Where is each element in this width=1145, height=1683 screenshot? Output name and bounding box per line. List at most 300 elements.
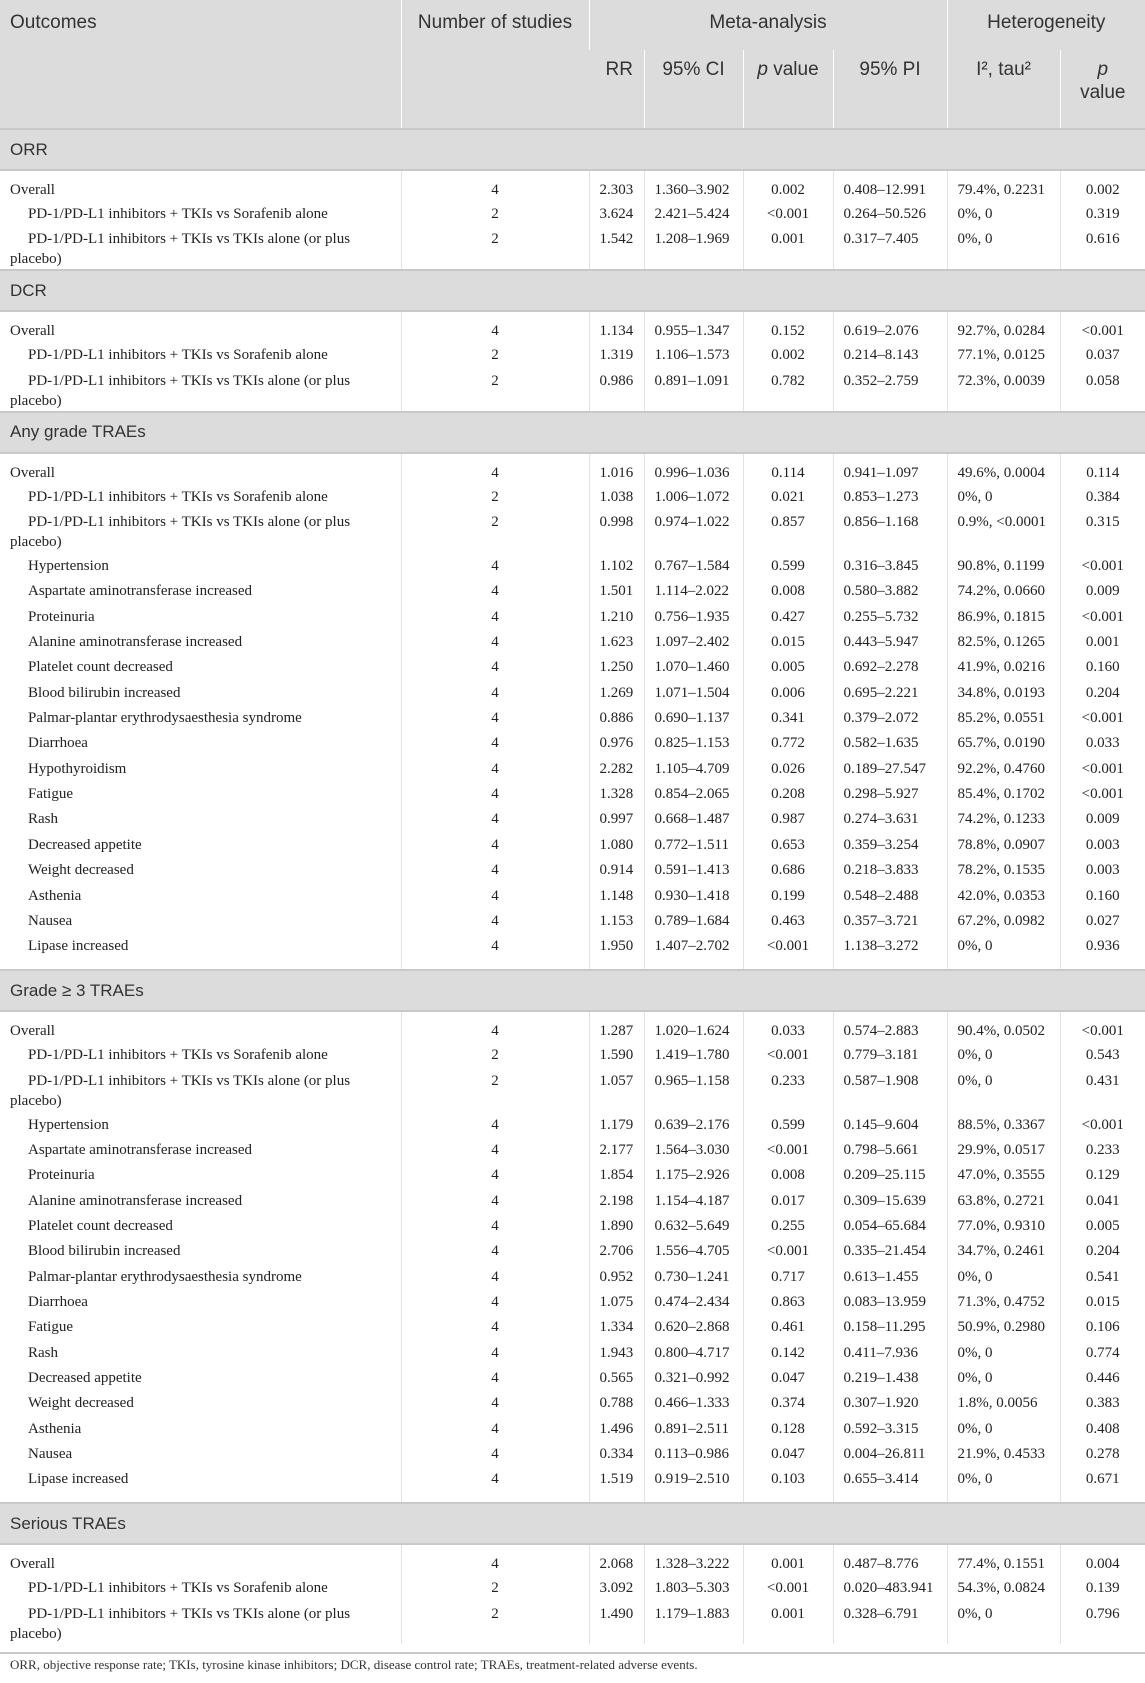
table-row	[0, 1343, 1145, 1368]
table-row	[0, 170, 1145, 204]
study-count: 4	[401, 1191, 589, 1216]
ci-value: 1.179–1.883	[644, 1604, 743, 1644]
table-row	[0, 683, 1145, 708]
ci-value: 0.632–5.649	[644, 1216, 743, 1241]
heterogeneity-p-value: <0.001	[1060, 1115, 1145, 1140]
pi-value: 0.613–1.455	[833, 1267, 947, 1292]
header-rr: RR	[589, 50, 644, 129]
ci-value: 0.974–1.022	[644, 512, 743, 556]
outcome-label: PD-1/PD-L1 inhibitors + TKIs vs TKIs alone (or plus placebo)	[10, 514, 351, 551]
i2-tau2-value: 86.9%, 0.1815	[947, 607, 1060, 632]
ci-value: 1.106–1.573	[644, 345, 743, 370]
table-row	[0, 1165, 1145, 1190]
ci-value: 1.407–2.702	[644, 936, 743, 970]
outcome-label: Lipase increased	[28, 1471, 129, 1488]
rr-value: 0.788	[589, 1393, 644, 1418]
p-value: 0.782	[743, 371, 833, 412]
i2-tau2-value: 77.4%, 0.1551	[947, 1544, 1060, 1578]
table-row	[0, 809, 1145, 834]
heterogeneity-p-value: 0.009	[1060, 809, 1145, 834]
study-count: 4	[401, 911, 589, 936]
ci-value: 1.803–5.303	[644, 1578, 743, 1603]
section-header-row	[0, 129, 1145, 170]
header-number-of-studies: Number of studies	[401, 0, 589, 129]
outcome-label: Hypertension	[28, 1116, 109, 1133]
rr-value: 1.943	[589, 1343, 644, 1368]
i2-tau2-value: 77.1%, 0.0125	[947, 345, 1060, 370]
i2-tau2-value: 90.4%, 0.0502	[947, 1011, 1060, 1045]
pi-value: 0.379–2.072	[833, 708, 947, 733]
rr-value: 1.134	[589, 311, 644, 345]
header-het-p-value	[1060, 50, 1145, 129]
pi-value: 0.487–8.776	[833, 1544, 947, 1578]
ci-value: 0.965–1.158	[644, 1071, 743, 1115]
p-value: 0.103	[743, 1469, 833, 1503]
outcome-label: PD-1/PD-L1 inhibitors + TKIs vs Sorafenib alone	[28, 1047, 328, 1064]
rr-value: 1.623	[589, 632, 644, 657]
pi-value: 0.580–3.882	[833, 581, 947, 606]
study-count: 4	[401, 1544, 589, 1578]
ci-value: 1.419–1.780	[644, 1045, 743, 1070]
section-title: ORR	[0, 129, 1145, 170]
table-row	[0, 1578, 1145, 1603]
study-count: 4	[401, 1343, 589, 1368]
i2-tau2-value: 0%, 0	[947, 1419, 1060, 1444]
study-count: 4	[401, 759, 589, 784]
outcome-label: PD-1/PD-L1 inhibitors + TKIs vs Sorafenib alone	[28, 347, 328, 364]
pi-value: 0.020–483.941	[833, 1578, 947, 1603]
ci-value: 1.556–4.705	[644, 1241, 743, 1266]
outcome-label: Overall	[10, 1556, 55, 1573]
outcome-label: Alanine aminotransferase increased	[28, 1192, 243, 1209]
study-count: 4	[401, 632, 589, 657]
table-row	[0, 1292, 1145, 1317]
p-value: 0.255	[743, 1216, 833, 1241]
rr-value: 1.057	[589, 1071, 644, 1115]
study-count: 2	[401, 345, 589, 370]
rr-value: 0.976	[589, 733, 644, 758]
p-value: 0.142	[743, 1343, 833, 1368]
pi-value: 0.619–2.076	[833, 311, 947, 345]
table-row	[0, 1419, 1145, 1444]
header-i2-tau2: I², tau²	[947, 50, 1060, 129]
outcome-label: Palmar-plantar erythrodysaesthesia syndrome	[28, 710, 302, 727]
header-meta-analysis: Meta-analysis	[589, 0, 947, 50]
rr-value: 1.490	[589, 1604, 644, 1644]
outcome-label: Nausea	[28, 912, 73, 929]
section-title: Serious TRAEs	[0, 1503, 1145, 1544]
pi-value: 0.158–11.295	[833, 1317, 947, 1342]
header-pi: 95% PI	[833, 50, 947, 129]
pi-value: 0.316–3.845	[833, 556, 947, 581]
study-count: 4	[401, 809, 589, 834]
heterogeneity-p-value: 0.139	[1060, 1578, 1145, 1603]
p-value: 0.026	[743, 759, 833, 784]
i2-tau2-value: 74.2%, 0.0660	[947, 581, 1060, 606]
study-count: 4	[401, 1292, 589, 1317]
i2-tau2-value: 34.7%, 0.2461	[947, 1241, 1060, 1266]
p-value: 0.033	[743, 1011, 833, 1045]
rr-value: 1.016	[589, 453, 644, 487]
outcome-label: Platelet count decreased	[28, 1217, 173, 1234]
table-row	[0, 204, 1145, 229]
study-count: 4	[401, 708, 589, 733]
p-value: 0.001	[743, 1544, 833, 1578]
rr-value: 0.998	[589, 512, 644, 556]
ci-value: 0.113–0.986	[644, 1444, 743, 1469]
table-row	[0, 1544, 1145, 1578]
pi-value: 1.138–3.272	[833, 936, 947, 970]
table-row	[0, 1191, 1145, 1216]
heterogeneity-p-value: 0.009	[1060, 581, 1145, 606]
heterogeneity-p-value: 0.774	[1060, 1343, 1145, 1368]
i2-tau2-value: 88.5%, 0.3367	[947, 1115, 1060, 1140]
study-count: 4	[401, 1444, 589, 1469]
i2-tau2-value: 0%, 0	[947, 1469, 1060, 1503]
outcome-label: Overall	[10, 182, 55, 198]
i2-tau2-value: 0%, 0	[947, 487, 1060, 512]
header-p-value	[743, 50, 833, 129]
study-count: 2	[401, 204, 589, 229]
pi-value: 0.357–3.721	[833, 911, 947, 936]
outcome-label: PD-1/PD-L1 inhibitors + TKIs vs Sorafenib alone	[28, 206, 328, 222]
i2-tau2-value: 78.8%, 0.0907	[947, 835, 1060, 860]
study-count: 4	[401, 581, 589, 606]
heterogeneity-p-value: 0.446	[1060, 1368, 1145, 1393]
i2-tau2-value: 47.0%, 0.3555	[947, 1165, 1060, 1190]
header-het-value-text: value	[1080, 82, 1126, 103]
outcome-label: Weight decreased	[28, 1395, 134, 1412]
table-row	[0, 556, 1145, 581]
p-value: 0.017	[743, 1191, 833, 1216]
outcome-label: PD-1/PD-L1 inhibitors + TKIs vs Sorafenib alone	[28, 488, 328, 505]
pi-value: 0.548–2.488	[833, 886, 947, 911]
heterogeneity-p-value: 0.541	[1060, 1267, 1145, 1292]
p-value: 0.152	[743, 311, 833, 345]
study-count: 4	[401, 1368, 589, 1393]
header-p-italic: p	[757, 59, 768, 80]
table-row	[0, 632, 1145, 657]
outcome-label: Fatigue	[28, 786, 73, 803]
study-count: 4	[401, 860, 589, 885]
heterogeneity-p-value: <0.001	[1060, 1011, 1145, 1045]
study-count: 4	[401, 936, 589, 970]
outcome-label: Decreased appetite	[28, 836, 142, 853]
ci-value: 1.564–3.030	[644, 1140, 743, 1165]
outcome-label: Weight decreased	[28, 862, 134, 879]
pi-value: 0.317–7.405	[833, 229, 947, 270]
study-count: 2	[401, 371, 589, 412]
ci-value: 0.474–2.434	[644, 1292, 743, 1317]
table-bottom-rule	[0, 1652, 1145, 1654]
p-value: 0.005	[743, 657, 833, 682]
study-count: 4	[401, 1267, 589, 1292]
table-row	[0, 607, 1145, 632]
i2-tau2-value: 50.9%, 0.2980	[947, 1317, 1060, 1342]
pi-value: 0.004–26.811	[833, 1444, 947, 1469]
p-value: 0.006	[743, 683, 833, 708]
heterogeneity-p-value: 0.204	[1060, 1241, 1145, 1266]
outcome-label: Overall	[10, 464, 55, 481]
heterogeneity-p-value: 0.160	[1060, 886, 1145, 911]
outcome-label: Rash	[28, 811, 58, 828]
i2-tau2-value: 0%, 0	[947, 1267, 1060, 1292]
i2-tau2-value: 67.2%, 0.0982	[947, 911, 1060, 936]
ci-value: 0.668–1.487	[644, 809, 743, 834]
table-row	[0, 1216, 1145, 1241]
heterogeneity-p-value: <0.001	[1060, 708, 1145, 733]
outcome-label: Diarrhoea	[28, 1293, 88, 1310]
p-value: 0.015	[743, 632, 833, 657]
rr-value: 1.501	[589, 581, 644, 606]
p-value: 0.021	[743, 487, 833, 512]
outcome-label: Fatigue	[28, 1319, 73, 1336]
heterogeneity-p-value: 0.037	[1060, 345, 1145, 370]
heterogeneity-p-value: <0.001	[1060, 311, 1145, 345]
p-value: 0.008	[743, 1165, 833, 1190]
rr-value: 2.177	[589, 1140, 644, 1165]
study-count: 4	[401, 657, 589, 682]
table-row	[0, 1011, 1145, 1045]
outcome-label: Asthenia	[28, 887, 82, 904]
pi-value: 0.298–5.927	[833, 784, 947, 809]
outcome-label: Blood bilirubin increased	[28, 1243, 181, 1260]
table-row	[0, 657, 1145, 682]
study-count: 4	[401, 683, 589, 708]
outcome-label: Overall	[10, 1023, 55, 1040]
study-count: 2	[401, 487, 589, 512]
i2-tau2-value: 1.8%, 0.0056	[947, 1393, 1060, 1418]
ci-value: 0.996–1.036	[644, 453, 743, 487]
rr-value: 1.250	[589, 657, 644, 682]
table-row	[0, 1368, 1145, 1393]
p-value: 0.047	[743, 1368, 833, 1393]
table-row	[0, 708, 1145, 733]
table-row	[0, 229, 1145, 270]
p-value: 0.863	[743, 1292, 833, 1317]
pi-value: 0.587–1.908	[833, 1071, 947, 1115]
heterogeneity-p-value: <0.001	[1060, 607, 1145, 632]
rr-value: 1.890	[589, 1216, 644, 1241]
ci-value: 0.690–1.137	[644, 708, 743, 733]
pi-value: 0.054–65.684	[833, 1216, 947, 1241]
rr-value: 1.102	[589, 556, 644, 581]
p-value: 0.199	[743, 886, 833, 911]
i2-tau2-value: 0%, 0	[947, 1604, 1060, 1644]
study-count: 4	[401, 1393, 589, 1418]
study-count: 4	[401, 1011, 589, 1045]
i2-tau2-value: 42.0%, 0.0353	[947, 886, 1060, 911]
outcome-label: Hypothyroidism	[28, 760, 127, 777]
ci-value: 0.620–2.868	[644, 1317, 743, 1342]
pi-value: 0.209–25.115	[833, 1165, 947, 1190]
outcome-label: PD-1/PD-L1 inhibitors + TKIs vs TKIs alone (or plus placebo)	[10, 1072, 351, 1109]
ci-value: 0.789–1.684	[644, 911, 743, 936]
p-value: 0.114	[743, 453, 833, 487]
i2-tau2-value: 85.2%, 0.0551	[947, 708, 1060, 733]
table-row	[0, 1241, 1145, 1266]
p-value: 0.686	[743, 860, 833, 885]
p-value: 0.427	[743, 607, 833, 632]
heterogeneity-p-value: 0.160	[1060, 657, 1145, 682]
rr-value: 2.198	[589, 1191, 644, 1216]
p-value: 0.772	[743, 733, 833, 758]
heterogeneity-p-value: 0.315	[1060, 512, 1145, 556]
pi-value: 0.853–1.273	[833, 487, 947, 512]
p-value: 0.599	[743, 556, 833, 581]
p-value: <0.001	[743, 1578, 833, 1603]
outcome-label: Alanine aminotransferase increased	[28, 634, 243, 651]
i2-tau2-value: 0%, 0	[947, 1045, 1060, 1070]
i2-tau2-value: 90.8%, 0.1199	[947, 556, 1060, 581]
table-row	[0, 1045, 1145, 1070]
pi-value: 0.214–8.143	[833, 345, 947, 370]
i2-tau2-value: 54.3%, 0.0824	[947, 1578, 1060, 1603]
heterogeneity-p-value: 0.431	[1060, 1071, 1145, 1115]
pi-value: 0.856–1.168	[833, 512, 947, 556]
p-value: 0.208	[743, 784, 833, 809]
ci-value: 0.466–1.333	[644, 1393, 743, 1418]
pi-value: 0.359–3.254	[833, 835, 947, 860]
outcome-label: Nausea	[28, 1446, 73, 1462]
ci-value: 1.175–2.926	[644, 1165, 743, 1190]
study-count: 4	[401, 453, 589, 487]
p-value: 0.002	[743, 170, 833, 204]
table-row	[0, 936, 1145, 970]
heterogeneity-p-value: 0.004	[1060, 1544, 1145, 1578]
pi-value: 0.189–27.547	[833, 759, 947, 784]
table-row	[0, 1115, 1145, 1140]
pi-value: 0.352–2.759	[833, 371, 947, 412]
table-row	[0, 311, 1145, 345]
p-value: 0.047	[743, 1444, 833, 1469]
rr-value: 1.038	[589, 487, 644, 512]
pi-value: 0.692–2.278	[833, 657, 947, 682]
table-row	[0, 453, 1145, 487]
i2-tau2-value: 0%, 0	[947, 936, 1060, 970]
table-row	[0, 911, 1145, 936]
heterogeneity-p-value: 0.796	[1060, 1604, 1145, 1644]
table-row	[0, 1317, 1145, 1342]
pi-value: 0.274–3.631	[833, 809, 947, 834]
heterogeneity-p-value: 0.543	[1060, 1045, 1145, 1070]
ci-value: 1.020–1.624	[644, 1011, 743, 1045]
ci-value: 0.891–2.511	[644, 1419, 743, 1444]
pi-value: 0.335–21.454	[833, 1241, 947, 1266]
study-count: 2	[401, 512, 589, 556]
rr-value: 1.179	[589, 1115, 644, 1140]
p-value: <0.001	[743, 1241, 833, 1266]
heterogeneity-p-value: 0.106	[1060, 1317, 1145, 1342]
p-value: <0.001	[743, 936, 833, 970]
table-row	[0, 759, 1145, 784]
study-count: 2	[401, 1071, 589, 1115]
pi-value: 0.779–3.181	[833, 1045, 947, 1070]
study-count: 4	[401, 1419, 589, 1444]
i2-tau2-value: 0.9%, <0.0001	[947, 512, 1060, 556]
i2-tau2-value: 0%, 0	[947, 1071, 1060, 1115]
pi-value: 0.798–5.661	[833, 1140, 947, 1165]
study-count: 2	[401, 229, 589, 270]
heterogeneity-p-value: 0.027	[1060, 911, 1145, 936]
heterogeneity-p-value: 0.129	[1060, 1165, 1145, 1190]
i2-tau2-value: 77.0%, 0.9310	[947, 1216, 1060, 1241]
ci-value: 0.730–1.241	[644, 1267, 743, 1292]
table-row	[0, 512, 1145, 556]
ci-value: 0.767–1.584	[644, 556, 743, 581]
study-count: 4	[401, 784, 589, 809]
rr-value: 1.496	[589, 1419, 644, 1444]
ci-value: 1.006–1.072	[644, 487, 743, 512]
heterogeneity-p-value: 0.408	[1060, 1419, 1145, 1444]
section-title: DCR	[0, 270, 1145, 311]
outcome-label: Palmar-plantar erythrodysaesthesia syndrome	[28, 1268, 302, 1285]
table-row	[0, 784, 1145, 809]
i2-tau2-value: 0%, 0	[947, 229, 1060, 270]
ci-value: 1.071–1.504	[644, 683, 743, 708]
table-body	[0, 129, 1145, 1644]
heterogeneity-p-value: 0.033	[1060, 733, 1145, 758]
study-count: 2	[401, 1045, 589, 1070]
ci-value: 0.891–1.091	[644, 371, 743, 412]
pi-value: 0.411–7.936	[833, 1343, 947, 1368]
rr-value: 1.319	[589, 345, 644, 370]
header-het-p-italic: p	[1097, 59, 1109, 80]
i2-tau2-value: 92.7%, 0.0284	[947, 311, 1060, 345]
rr-value: 2.303	[589, 170, 644, 204]
heterogeneity-p-value: 0.616	[1060, 229, 1145, 270]
table-row	[0, 886, 1145, 911]
rr-value: 0.986	[589, 371, 644, 412]
heterogeneity-p-value: 0.005	[1060, 1216, 1145, 1241]
study-count: 4	[401, 835, 589, 860]
p-value: <0.001	[743, 204, 833, 229]
outcome-label: Diarrhoea	[28, 735, 88, 752]
study-count: 4	[401, 170, 589, 204]
ci-value: 0.321–0.992	[644, 1368, 743, 1393]
table-row	[0, 581, 1145, 606]
study-count: 4	[401, 886, 589, 911]
rr-value: 1.542	[589, 229, 644, 270]
heterogeneity-p-value: 0.058	[1060, 371, 1145, 412]
study-count: 4	[401, 1216, 589, 1241]
heterogeneity-p-value: 0.671	[1060, 1469, 1145, 1503]
i2-tau2-value: 21.9%, 0.4533	[947, 1444, 1060, 1469]
i2-tau2-value: 49.6%, 0.0004	[947, 453, 1060, 487]
study-count: 4	[401, 607, 589, 632]
section-title: Any grade TRAEs	[0, 412, 1145, 453]
ci-value: 1.114–2.022	[644, 581, 743, 606]
rr-value: 1.328	[589, 784, 644, 809]
rr-value: 2.706	[589, 1241, 644, 1266]
i2-tau2-value: 71.3%, 0.4752	[947, 1292, 1060, 1317]
ci-value: 0.756–1.935	[644, 607, 743, 632]
heterogeneity-p-value: 0.384	[1060, 487, 1145, 512]
table-row	[0, 1604, 1145, 1644]
ci-value: 0.919–2.510	[644, 1469, 743, 1503]
i2-tau2-value: 63.8%, 0.2721	[947, 1191, 1060, 1216]
header-p-value-text: value	[767, 59, 819, 80]
ci-value: 0.591–1.413	[644, 860, 743, 885]
ci-value: 1.328–3.222	[644, 1544, 743, 1578]
pi-value: 0.443–5.947	[833, 632, 947, 657]
heterogeneity-p-value: 0.003	[1060, 835, 1145, 860]
table-row	[0, 1444, 1145, 1469]
ci-value: 0.639–2.176	[644, 1115, 743, 1140]
rr-value: 0.886	[589, 708, 644, 733]
outcome-label: Platelet count decreased	[28, 659, 173, 676]
header-ci: 95% CI	[644, 50, 743, 129]
